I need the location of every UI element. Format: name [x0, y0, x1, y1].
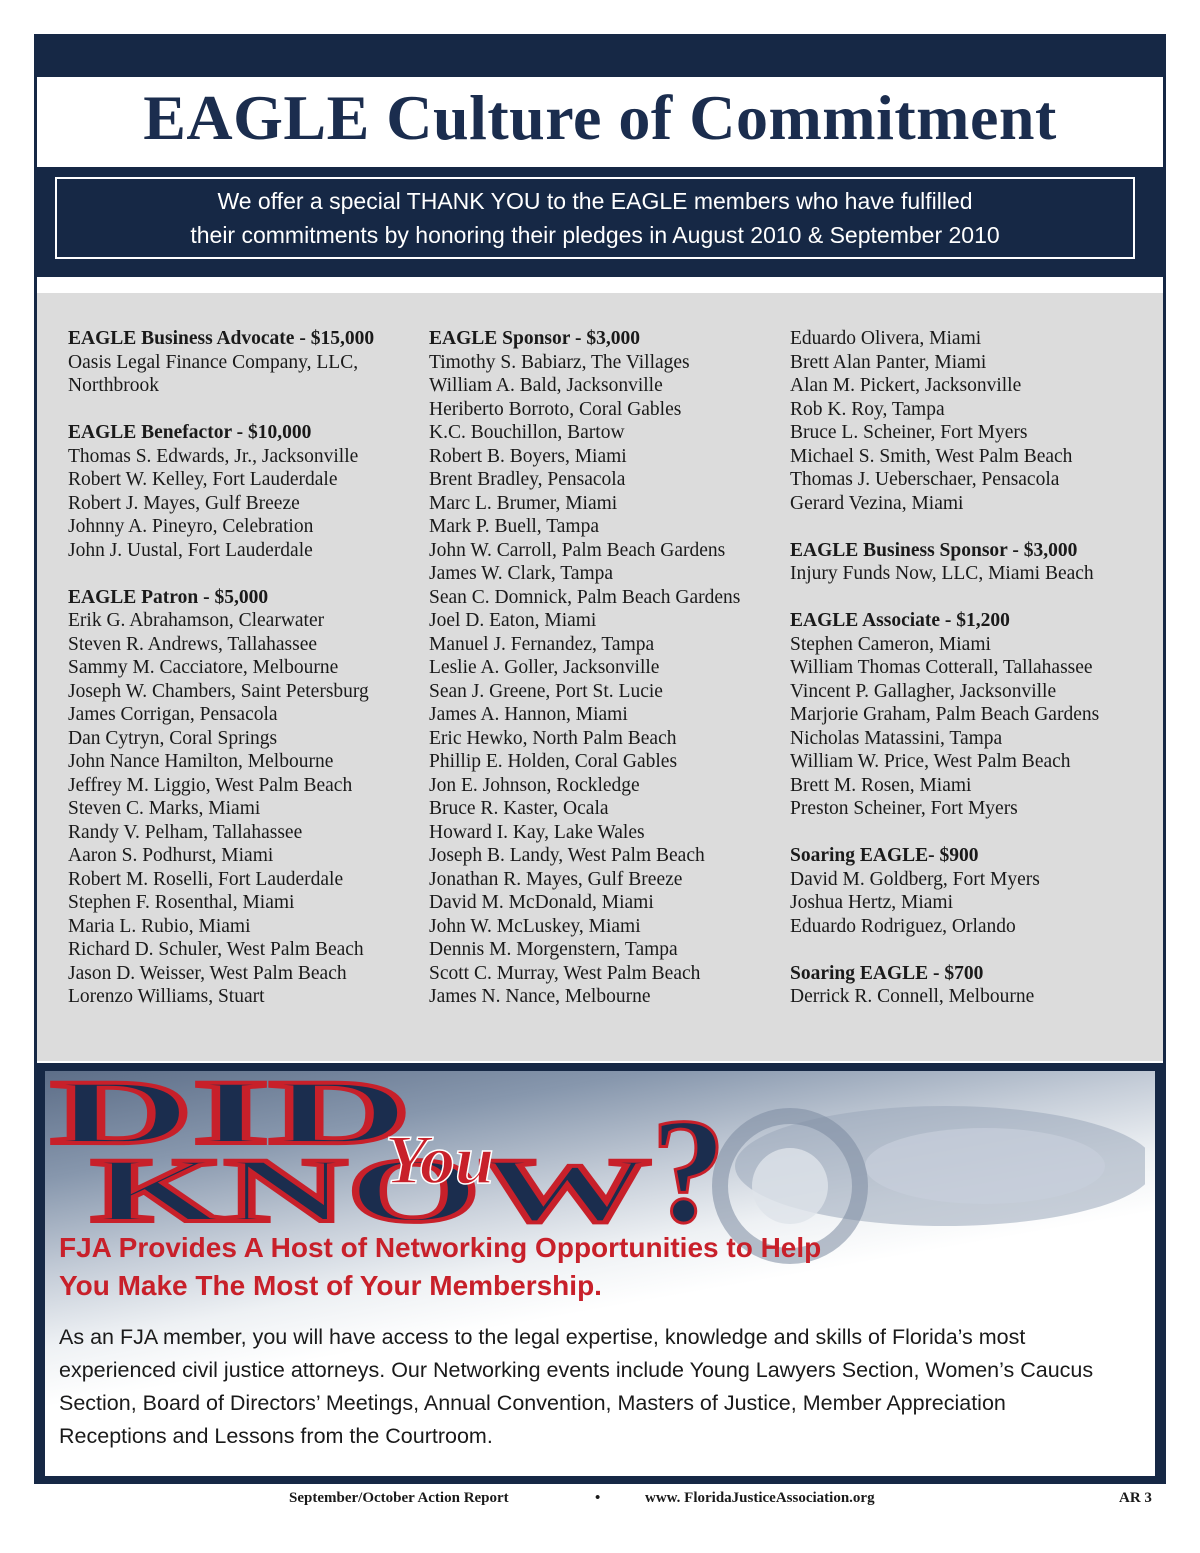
- thank-you-line-1: We offer a special THANK YOU to the EAGLE members who have fulfilled: [217, 188, 973, 214]
- member-entry: Jonathan R. Mayes, Gulf Breeze: [429, 868, 683, 890]
- pledge-group: [68, 421, 428, 562]
- did-you-know-panel: [45, 1071, 1155, 1476]
- member-entry: Scott C. Murray, West Palm Beach: [429, 962, 701, 984]
- member-entry: Lorenzo Williams, Stuart: [68, 986, 265, 1007]
- member-entry: Steven C. Marks, Miami: [68, 798, 261, 819]
- member-entry: Joel D. Eaton, Miami: [429, 610, 597, 631]
- member-entry: Eduardo Rodriguez, Orlando: [790, 915, 1016, 937]
- thank-you-box: [55, 177, 1135, 259]
- pledge-level-heading: EAGLE Business Sponsor - $3,000: [790, 539, 1078, 561]
- member-entry: Robert W. Kelley, Fort Lauderdale: [68, 469, 338, 490]
- did-you-know-section: [37, 1063, 1163, 1484]
- member-entry: Oasis Legal Finance Company, LLC,: [68, 351, 359, 373]
- thank-you-line-2: their commitments by honoring their pledges in August 2010 & September 2010: [190, 222, 1000, 248]
- member-entry: William W. Price, West Palm Beach: [790, 751, 1071, 772]
- member-entry: Brett M. Rosen, Miami: [790, 774, 972, 796]
- member-entry: Sean C. Domnick, Palm Beach Gardens: [429, 586, 741, 608]
- member-entry: Northbrook: [68, 375, 159, 396]
- thank-you-banner: [37, 167, 1163, 277]
- top-bar: [37, 37, 1163, 77]
- member-entry: Sammy M. Cacciatore, Melbourne: [68, 657, 339, 678]
- member-entry: James Corrigan, Pensacola: [68, 704, 278, 725]
- member-entry: Eduardo Olivera, Miami: [790, 328, 982, 349]
- member-entry: Dan Cytryn, Coral Springs: [68, 727, 278, 749]
- networking-headline-line-2: You Make The Most of Your Membership.: [59, 1270, 602, 1301]
- member-entry: John W. McLuskey, Miami: [429, 915, 641, 937]
- logo-word-you: You: [385, 1122, 494, 1199]
- pledge-group: [790, 844, 1150, 938]
- member-entry: Dennis M. Morgenstern, Tampa: [429, 939, 678, 960]
- member-entry: Manuel J. Fernandez, Tampa: [429, 633, 655, 655]
- member-column-3: [790, 327, 1150, 1032]
- member-entry: Jeffrey M. Liggio, West Palm Beach: [68, 774, 353, 796]
- pledge-level-heading: EAGLE Sponsor - $3,000: [429, 328, 640, 349]
- footer-publication: September/October Action Report: [289, 1490, 509, 1506]
- member-entry: Marjorie Graham, Palm Beach Gardens: [790, 704, 1100, 725]
- footer-bullet: •: [595, 1490, 601, 1506]
- member-entry: Injury Funds Now, LLC, Miami Beach: [790, 563, 1094, 584]
- member-entry: Robert B. Boyers, Miami: [429, 445, 627, 467]
- footer-website: www. FloridaJusticeAssociation.org: [645, 1490, 875, 1506]
- member-entry: Bruce L. Scheiner, Fort Myers: [790, 422, 1028, 443]
- member-entry: William A. Bald, Jacksonville: [429, 375, 663, 396]
- member-entry: Preston Scheiner, Fort Myers: [790, 798, 1018, 819]
- member-entry: James A. Hannon, Miami: [429, 704, 628, 725]
- member-entry: Jon E. Johnson, Rockledge: [429, 774, 640, 796]
- member-entry: Marc L. Brumer, Miami: [429, 492, 618, 514]
- member-entry: Robert J. Mayes, Gulf Breeze: [68, 492, 300, 514]
- member-entry: Steven R. Andrews, Tallahassee: [68, 633, 318, 655]
- did-you-know-logo: [45, 1071, 805, 1231]
- member-entry: Thomas J. Ueberschaer, Pensacola: [790, 469, 1060, 490]
- pledge-group: [429, 327, 789, 1009]
- member-entry: K.C. Bouchillon, Bartow: [429, 422, 625, 443]
- member-entry: Thomas S. Edwards, Jr., Jacksonville: [68, 445, 359, 467]
- pledge-level-heading: EAGLE Benefactor - $10,000: [68, 422, 312, 443]
- member-entry: Joshua Hertz, Miami: [790, 892, 954, 913]
- member-entry: Brett Alan Panter, Miami: [790, 351, 987, 373]
- member-entry: John Nance Hamilton, Melbourne: [68, 751, 334, 772]
- member-entry: Leslie A. Goller, Jacksonville: [429, 657, 660, 678]
- member-entry: Maria L. Rubio, Miami: [68, 915, 251, 937]
- member-entry: Heriberto Borroto, Coral Gables: [429, 398, 682, 420]
- member-entry: Gerard Vezina, Miami: [790, 492, 964, 514]
- member-entry: Aaron S. Podhurst, Miami: [68, 845, 274, 866]
- member-entry: David M. Goldberg, Fort Myers: [790, 868, 1040, 890]
- member-entry: Johnny A. Pineyro, Celebration: [68, 516, 314, 537]
- logo-question-mark: ?: [651, 1088, 726, 1231]
- member-entry: John J. Uustal, Fort Lauderdale: [68, 539, 313, 561]
- pledge-group: [790, 609, 1150, 821]
- member-entry: Joseph W. Chambers, Saint Petersburg: [68, 680, 369, 702]
- footer-page-number: AR 3: [1119, 1490, 1152, 1506]
- member-entry: Alan M. Pickert, Jacksonville: [790, 375, 1022, 396]
- member-entry: Bruce R. Kaster, Ocala: [429, 798, 609, 819]
- member-entry: Michael S. Smith, West Palm Beach: [790, 445, 1073, 467]
- pledge-group: [790, 962, 1150, 1009]
- member-entry: Robert M. Roselli, Fort Lauderdale: [68, 868, 344, 890]
- logo-word-did: DID: [51, 1071, 411, 1163]
- member-entry: Richard D. Schuler, West Palm Beach: [68, 939, 364, 960]
- page-frame: [34, 34, 1166, 1484]
- member-entry: Rob K. Roy, Tampa: [790, 398, 945, 420]
- pledge-level-heading: EAGLE Patron - $5,000: [68, 586, 269, 608]
- member-entry: Jason D. Weisser, West Palm Beach: [68, 962, 347, 984]
- networking-headline-line-1: FJA Provides A Host of Networking Opportunities to Help: [59, 1232, 822, 1263]
- member-column-2: [429, 327, 789, 1032]
- networking-headline: [59, 1229, 821, 1305]
- member-entry: James N. Nance, Melbourne: [429, 986, 651, 1007]
- member-entry: Stephen Cameron, Miami: [790, 633, 991, 655]
- member-entry: Phillip E. Holden, Coral Gables: [429, 751, 678, 772]
- member-list-panel: [37, 293, 1163, 1061]
- pledge-group: [68, 327, 428, 398]
- logo-word-know: KNOW: [91, 1139, 651, 1231]
- member-entry: Vincent P. Gallagher, Jacksonville: [790, 680, 1057, 702]
- pledge-level-heading: Soaring EAGLE - $700: [790, 962, 984, 984]
- pledge-level-heading: EAGLE Associate - $1,200: [790, 610, 1010, 631]
- pledge-group: [790, 327, 1150, 515]
- member-entry: Brent Bradley, Pensacola: [429, 469, 626, 490]
- member-entry: Sean J. Greene, Port St. Lucie: [429, 680, 663, 702]
- pledge-level-heading: EAGLE Business Advocate - $15,000: [68, 328, 375, 349]
- member-entry: Joseph B. Landy, West Palm Beach: [429, 845, 705, 866]
- member-entry: Randy V. Pelham, Tallahassee: [68, 821, 303, 843]
- member-entry: James W. Clark, Tampa: [429, 563, 614, 584]
- member-entry: Eric Hewko, North Palm Beach: [429, 727, 677, 749]
- pledge-group: [790, 539, 1150, 586]
- member-entry: Erik G. Abrahamson, Clearwater: [68, 610, 325, 631]
- member-entry: Stephen F. Rosenthal, Miami: [68, 892, 295, 913]
- pledge-group: [68, 586, 428, 1009]
- member-entry: Nicholas Matassini, Tampa: [790, 727, 1003, 749]
- member-entry: Timothy S. Babiarz, The Villages: [429, 351, 690, 373]
- member-entry: Mark P. Buell, Tampa: [429, 516, 599, 537]
- page-title: EAGLE Culture of Commitment: [143, 82, 1057, 153]
- member-entry: John W. Carroll, Palm Beach Gardens: [429, 539, 726, 561]
- member-entry: Derrick R. Connell, Melbourne: [790, 986, 1035, 1007]
- member-column-1: [68, 327, 428, 1032]
- member-entry: William Thomas Cotterall, Tallahassee: [790, 657, 1093, 678]
- networking-body-text: As an FJA member, you will have access to the legal expertise, knowledge and skills of Florida’s most experienced civil justice attorneys. Our Networking events include Young Lawyers Section, Women’s Caucus Section, Board of Directors’ Meetings, Annual Convention, Masters of Justice, Member Appreciation Receptions and Lessons from the Courtroom.: [59, 1325, 1094, 1448]
- member-entry: David M. McDonald, Miami: [429, 892, 654, 913]
- member-entry: Howard I. Kay, Lake Wales: [429, 821, 645, 843]
- pledge-level-heading: Soaring EAGLE- $900: [790, 845, 979, 866]
